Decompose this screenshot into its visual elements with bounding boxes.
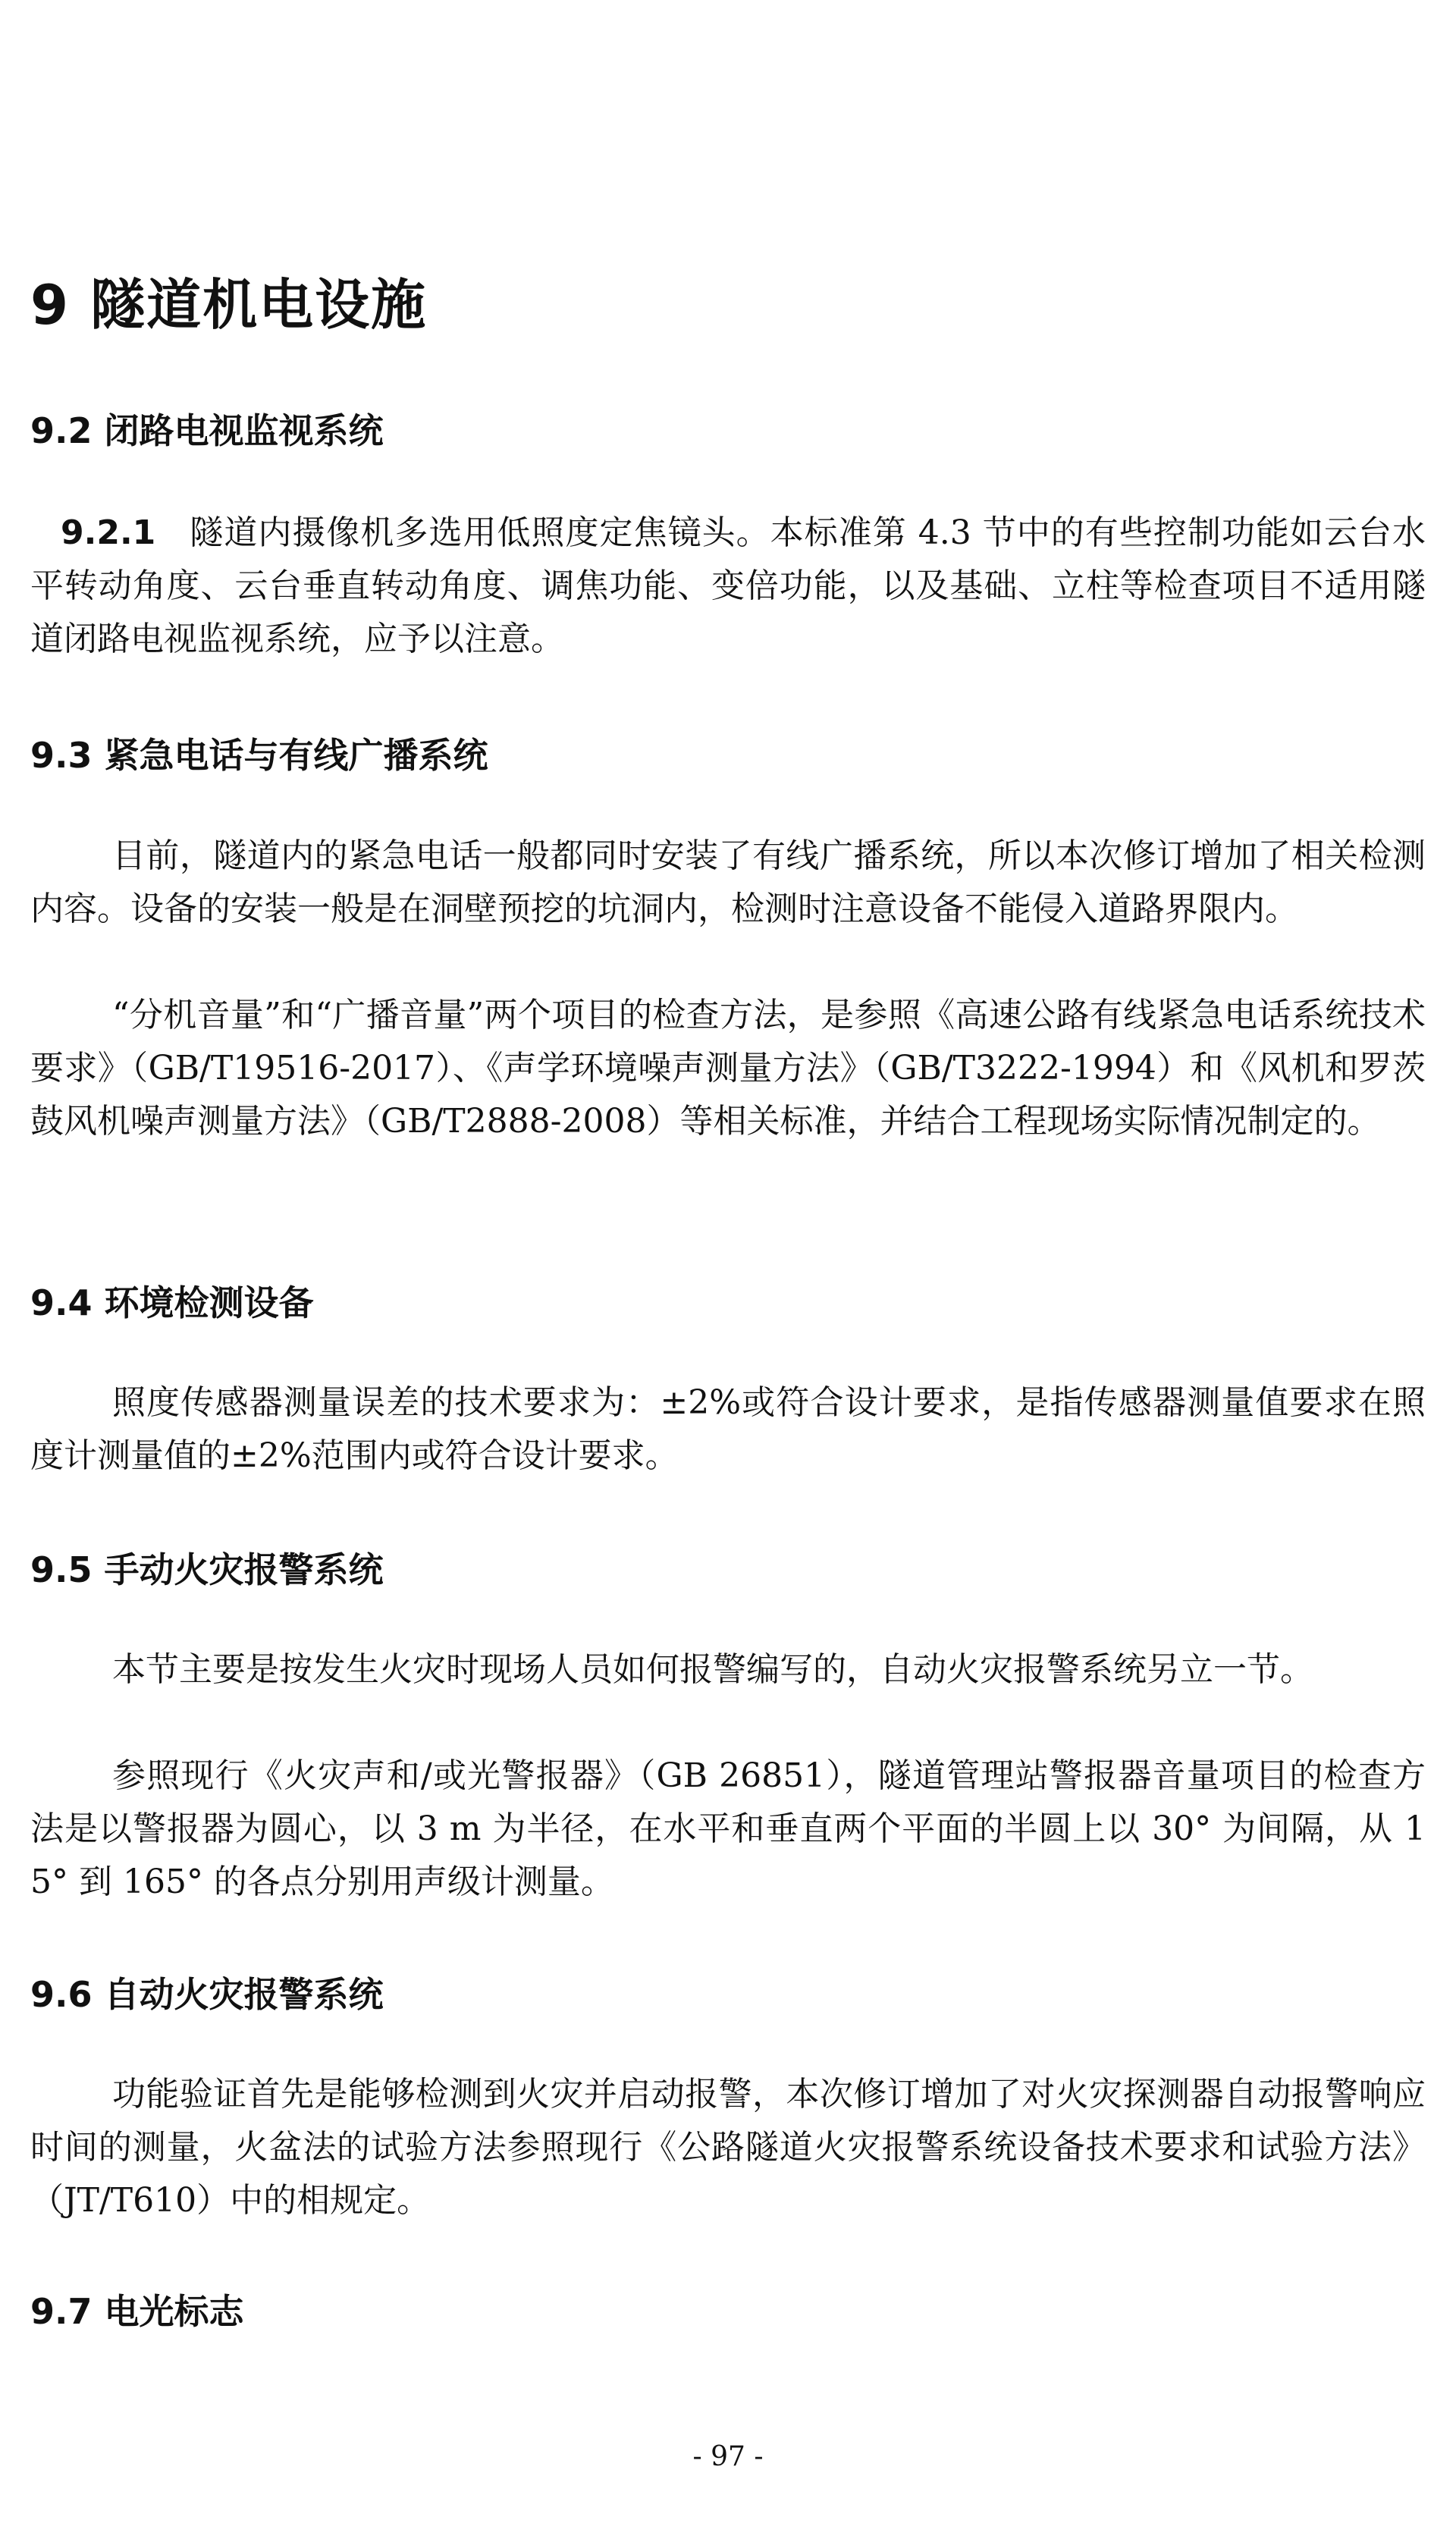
section-heading-9-4: 9.4 环境检测设备 [30,1282,314,1323]
paragraph-9-3-1: 目前，隧道内的紧急电话一般都同时安装了有线广播系统，所以本次修订增加了相关检测内容。设备的安装一般是在洞壁预挖的坑洞内，检测时注意设备不能侵入道路界限内。 [30,836,1426,928]
chapter-title: 9 隧道机电设施 [30,273,428,337]
paragraph-9-4-1: 照度传感器测量误差的技术要求为：±2%或符合设计要求，是指传感器测量值要求在照度计测量值的±2%范围内或符合设计要求。 [30,1383,1426,1475]
section-heading-9-6: 9.6 自动火灾报警系统 [30,1974,384,2015]
section-heading-9-5: 9.5 手动火灾报警系统 [30,1549,384,1590]
document-page [30,0,1426,2539]
clause-number: 9.2.1 [61,513,156,552]
clause-9-2-1 [30,507,1426,666]
section-heading-9-3: 9.3 紧急电话与有线广播系统 [30,735,488,776]
paragraph-text: 隧道内摄像机多选用低照度定焦镜头。本标准第 4.3 节中的有些控制功能如云台水平转动角度、云台垂直转动角度、调焦功能、变倍功能，以及基础、立柱等检查项目不适用隧道闭路电视监视系统，应予以注意。 [30,513,1426,658]
paragraph-9-5-1: 本节主要是按发生火灾时现场人员如何报警编写的，自动火灾报警系统另立一节。 [112,1650,1313,1689]
page-number: - 97 - [692,2441,764,2472]
paragraph-9-6-1: 功能验证首先是能够检测到火灾并启动报警，本次修订增加了对火灾探测器自动报警响应时间的测量，火盆法的试验方法参照现行《公路隧道火灾报警系统设备技术要求和试验方法》（JT/T610）中的相规定。 [30,2075,1426,2220]
paragraph-9-5-2: 参照现行《火灾声和/或光警报器》（GB 26851），隧道管理站警报器音量项目的检查方法是以警报器为圆心，以 3 m 为半径，在水平和垂直两个平面的半圆上以 30° 为间隔，从 15° 到 165° 的各点分别用声级计测量。 [30,1756,1426,1901]
paragraph-9-3-2: “分机音量”和“广播音量”两个项目的检查方法，是参照《高速公路有线紧急电话系统技术要求》（GB/T19516-2017）、《声学环境噪声测量方法》（GB/T3222-1994）和《风机和罗茨鼓风机噪声测量方法》（GB/T2888-2008）等相关标准，并结合工程现场实际情况制定的。 [30,996,1426,1141]
section-heading-9-7: 9.7 电光标志 [30,2291,244,2332]
section-heading-9-2: 9.2 闭路电视监视系统 [30,410,384,451]
